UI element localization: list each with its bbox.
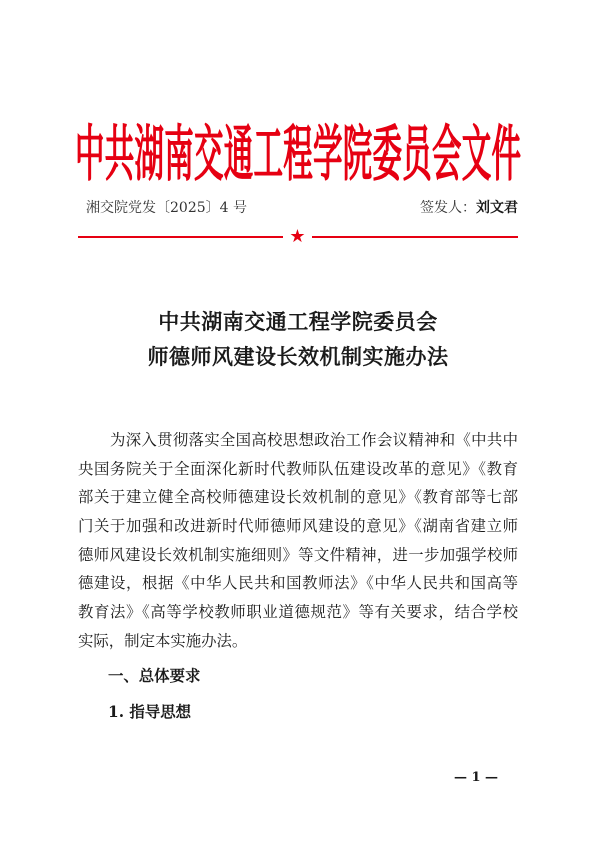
body-line: 德师风建设长效机制实施细则》等文件精神，进一步加强学校师 bbox=[78, 545, 518, 564]
red-rule-right bbox=[312, 236, 518, 238]
section-heading: 一、总体要求 bbox=[108, 667, 201, 685]
body-paragraph bbox=[78, 426, 518, 656]
section-subheading: 1. 指导思想 bbox=[108, 703, 191, 721]
body-line: 为深入贯彻落实全国高校思想政治工作会议精神和《中共中 bbox=[110, 431, 518, 449]
body-line: 教育法》《高等学校教师职业道德规范》等有关要求，结合学校 bbox=[78, 603, 518, 622]
document-title-line-2: 师德师风建设长效机制实施办法 bbox=[147, 344, 449, 369]
body-line: 实际，制定本实施办法。 bbox=[78, 631, 248, 650]
red-rule-left bbox=[78, 236, 283, 238]
signer bbox=[420, 199, 518, 217]
body-line: 门关于加强和改进新时代师德师风建设的意见》《湖南省建立师 bbox=[78, 517, 518, 536]
document-title-line-1: 中共湖南交通工程学院委员会 bbox=[158, 309, 438, 334]
masthead-title: 中共湖南交通工程学院委员会文件 bbox=[75, 116, 521, 189]
document-number: 湘交院党发〔2025〕4 号 bbox=[86, 200, 247, 216]
page-number: — 1 — bbox=[453, 770, 499, 785]
body-line: 德建设，根据《中华人民共和国教师法》《中华人民共和国高等 bbox=[78, 574, 518, 593]
body-line: 部关于建立健全高校师德建设长效机制的意见》《教育部等七部 bbox=[78, 488, 518, 507]
star-icon: ★ bbox=[289, 226, 306, 247]
document-meta-row bbox=[86, 199, 518, 217]
signer-name: 刘文君 bbox=[476, 200, 518, 216]
body-line: 央国务院关于全面深化新时代教师队伍建设改革的意见》《教育 bbox=[78, 459, 518, 478]
signer-label: 签发人： bbox=[420, 200, 476, 216]
